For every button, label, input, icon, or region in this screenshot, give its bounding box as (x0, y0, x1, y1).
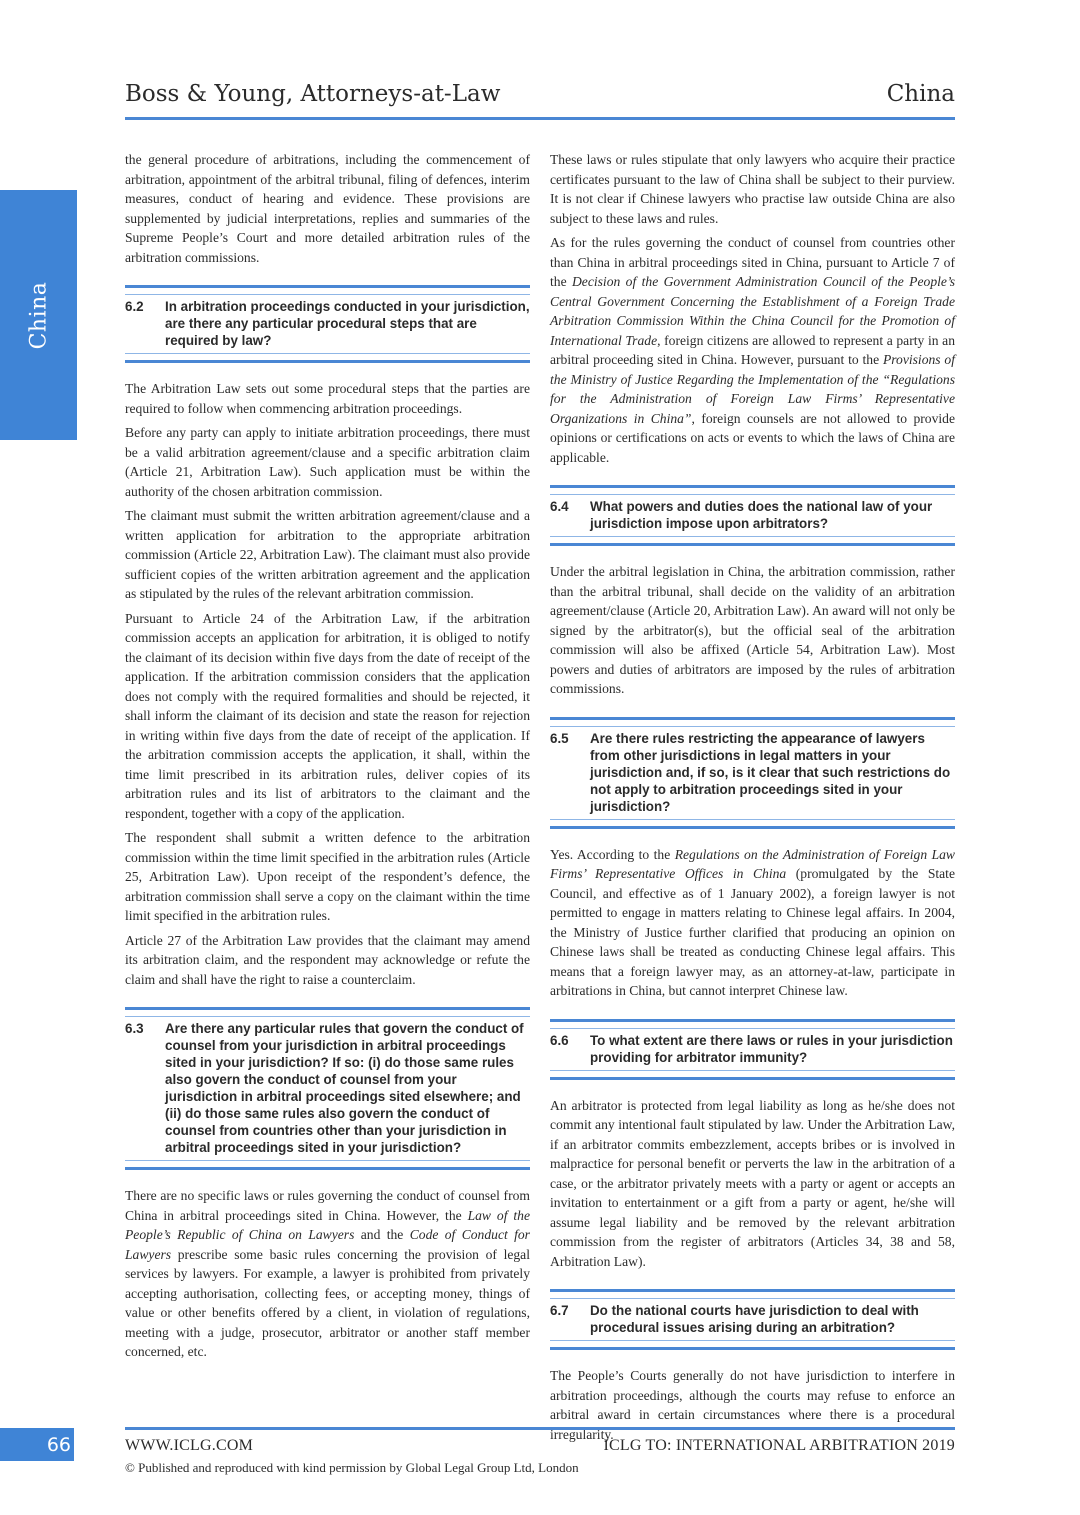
question-heading: Are there any particular rules that govern the conduct of counsel from your jurisdiction in arbitral proceedings sited in your jurisdiction? If so: (i) do those same rules also govern the conduct of counsel from your jurisdiction in arbitral proceedings sited elsewhere; and (ii) do those same rules also govern the conduct of counsel from countries other than your jurisdiction in arbitral proceedings sited in your jurisdiction? (165, 1021, 524, 1155)
answer-paragraph: Yes. According to the Regulations on the Administration of Foreign Law Firms’ Representative Offices in China (promulgated by the State Council, and effective as of 1 January 2002), a foreign lawyer is not permitted to engage in matters relating to Chinese legal affairs. In 2004, the Ministry of Justice further clarified that producing an opinion on Chinese laws shall be treated as conducting Chinese legal affairs. This means that a foreign lawyer may, as an attorney-at-law, participate in arbitrations in China, but cannot interpret Chinese law. (550, 846, 955, 998)
answer-paragraph: These laws or rules stipulate that only lawyers who acquire their practice certificates pursuant to the law of China shall be subject to their purview. It is not clear if Chinese lawyers who practise law outside China are also subject to these laws and rules. (550, 152, 955, 226)
footer-rule (125, 1427, 955, 1430)
answer-paragraph: Before any party can apply to initiate arbitration proceedings, there must be a valid arbitration agreement/clause and a specific arbitration claim (Article 21, Arbitration Law). Such application must be within the authority of the chosen arbitration commission. (125, 425, 530, 499)
answer-paragraph: The claimant must submit the written arbitration agreement/clause and a written application for arbitration to the appropriate arbitration commission (Article 22, Arbitration Law). The claimant must also provide sufficient copies of the written arbitration agreement and the application as stipulated by the rules of the relevant arbitration commission. (125, 508, 530, 601)
question-6-7 (550, 1289, 955, 1350)
question-number: 6.3 (125, 1021, 144, 1036)
question-6-3 (125, 1007, 530, 1170)
code-title: Code of Conduct for Lawyers (125, 1227, 530, 1262)
question-number: 6.6 (550, 1032, 569, 1048)
side-tab-label: China (25, 281, 51, 349)
question-heading: Are there rules restricting the appearance of lawyers from other jurisdictions in legal matters in your jurisdiction and, if so, is it clear that such restrictions do not apply to arbitration proceedings sited in your jurisdiction? (590, 730, 951, 814)
question-6-5 (550, 717, 955, 829)
publication-title: ICLG TO: INTERNATIONAL ARBITRATION 2019 (603, 1437, 955, 1454)
provisions-title: Provisions of the Ministry of Justice Regarding the Implementation of the “Regulations for the Administration of Foreign Law Firms’ Representative Organizations in China” (550, 352, 955, 426)
country-side-tab (0, 190, 77, 440)
question-6-2 (125, 285, 530, 363)
answer-paragraph: An arbitrator is protected from legal liability as long as he/she does not commit any intentional fault stipulated by law. Under the Arbitration Law, if an arbitrator commits embezzlement, accepts bribes or is involved in malpractice for personal benefit or perverts the law in the arbitration of a case, or the arbitrator privately meets with a party or agent or accepts an invitation to entertainment or a gift from a party or agent, he/she will assume legal liability and be removed by the relevant arbitration commission from the register of arbitrators (Articles 34, 38 and 58, Arbitration Law). (550, 1097, 955, 1269)
answer-paragraph: Pursuant to Article 24 of the Arbitration Law, if the arbitration commission accepts an application for arbitration, it is obliged to notify the claimant of its decision within five days from the date of receipt of the application. If the arbitration commission considers that the application does not comply with the required formalities and should be rejected, it shall inform the claimant of its decision and state the reason for rejection in writing within five days from the date of receipt of the application. If the arbitration commission accepts the application, it shall, within the time limit prescribed in its arbitration rules, deliver copies of its arbitration rules and its list of arbitrators to the claimant and the respondent, together with a copy of the application. (125, 610, 530, 821)
regulations-title: Regulations on the Administration of Foreign Law Firms’ Representative Offices in China (550, 846, 955, 881)
question-heading: To what extent are there laws or rules in your jurisdiction providing for arbitrator immunity? (590, 1032, 953, 1065)
right-column (550, 150, 955, 1449)
intro-paragraph: the general procedure of arbitrations, including the commencement of arbitration, appointment of the arbitral tribunal, filing of defences, interim measures, conduct of hearing and evidence. These provisions are supplemented by judicial interpretations, replies and summaries of the Supreme People’s Court and more detailed arbitration rules of the arbitration commissions. (125, 152, 530, 265)
question-number: 6.7 (550, 1303, 569, 1318)
website-link[interactable]: WWW.ICLG.COM (125, 1437, 254, 1454)
decision-title: Decision of the Government Administration Council of the People’s Central Government Concerning the Establishment of a Foreign Trade Arbitration Commission Within the China Council for the Promotion of International Trade (550, 274, 955, 348)
law-title: Law of the People’s Republic of China on Lawyers (125, 1207, 530, 1242)
question-6-6 (550, 1019, 955, 1080)
question-number: 6.2 (125, 299, 144, 314)
left-column (125, 150, 530, 1367)
answer-paragraph: The respondent shall submit a written defence to the arbitration commission within the time limit specified in the arbitration rules (Article 25, Arbitration Law). Upon receipt of the respondent’s defence, the arbitration commission shall serve a copy on the claimant within the time limit specified in the arbitration rules. (125, 830, 530, 923)
answer-paragraph: There are no specific laws or rules governing the conduct of counsel from China in arbitral proceedings sited in China. However, the Law of the People’s Republic of China on Lawyers and the Code of Conduct for Lawyers prescribe some basic rules concerning the provision of legal services by lawyers. For example, a lawyer is prohibited from privately accepting authorisation, collecting fees, or accepting money, things of value or other benefits offered by a client, in violation of regulations, meeting with a judge, prosecutor, arbitrator or another staff member concerned, etc. (125, 1188, 530, 1359)
answer-paragraph: The Arbitration Law sets out some procedural steps that the parties are required to follow when commencing arbitration proceedings. (125, 381, 530, 416)
page-header (125, 78, 955, 120)
page-number: 66 (0, 1428, 74, 1461)
answer-paragraph: Article 27 of the Arbitration Law provides that the claimant may amend its arbitration claim, and the respondent may acknowledge or refute the claim and shall have the right to raise a counterclaim. (125, 932, 530, 987)
question-6-4 (550, 485, 955, 546)
answer-paragraph: As for the rules governing the conduct of counsel from countries other than China in arbitral proceedings sited in China, pursuant to Article 7 of the Decision of the Government Administration Council of the People’s Central Government Concerning the Establishment of a Foreign Trade Arbitration Commission Within the China Council for the Promotion of International Trade, foreign citizens are allowed to represent a party in an arbitral proceeding sited in China. However, pursuant to the Provisions of the Ministry of Justice Regarding the Implementation of the “Regulations for the Administration of Foreign Law Firms’ Representative Organizations in China”, foreign counsels are not allowed to provide opinions or certifications on acts or events to which the laws of China are applicable. (550, 235, 955, 465)
question-number: 6.5 (550, 730, 569, 746)
answer-paragraph: Under the arbitral legislation in China, the arbitration commission, rather than the arbitral tribunal, shall decide on the validity of an arbitration agreement/clause (Article 20, Arbitration Law). An award will not only be signed by the arbitrator(s), but the official seal of the arbitration commission will also be affixed (Article 54, Arbitration Law). Most powers and duties of arbitrators are imposed by the rules of arbitration commissions. (550, 564, 955, 696)
question-number: 6.4 (550, 499, 569, 514)
question-heading: In arbitration proceedings conducted in your jurisdiction, are there any particular procedural steps that are required by law? (165, 299, 530, 348)
firm-name: Boss & Young, Attorneys-at-Law (125, 81, 501, 107)
question-heading: What powers and duties does the national law of your jurisdiction impose upon arbitrators? (590, 499, 933, 531)
copyright-notice: © Published and reproduced with kind permission by Global Legal Group Ltd, London (125, 1460, 579, 1475)
country-name: China (886, 81, 955, 107)
question-heading: Do the national courts have jurisdiction to deal with procedural issues arising during an arbitration? (590, 1303, 919, 1335)
answer-paragraph: The People’s Courts generally do not have jurisdiction to interfere in arbitration proceedings, although the courts may refuse to enforce an arbitral award in certain circumstances where there is a procedural irregularity. (550, 1368, 955, 1442)
